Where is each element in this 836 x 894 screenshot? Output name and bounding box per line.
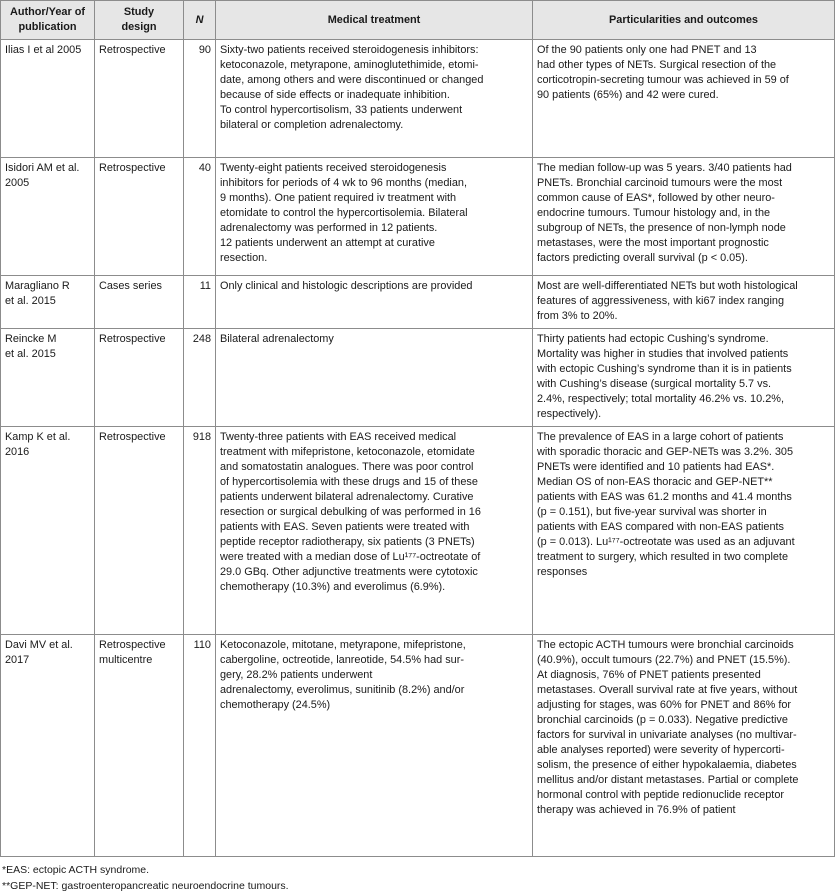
table-row [1, 40, 835, 158]
cell-line: gery, 28.2% patients underwent [220, 669, 373, 681]
cell-line: of hypercortisolemia with these drugs and 15 of these [220, 476, 478, 488]
cell-line: Twenty-three patients with EAS received medical [220, 431, 457, 443]
header-author: Author/Year of publication [1, 1, 95, 40]
cell-line: 29.0 GBq. Other adjunctive treatments were cytotoxic [220, 566, 478, 578]
cell-line: Retrospective [99, 639, 166, 651]
cell-line: respectively). [537, 408, 602, 420]
cell-line: from 3% to 20%. [537, 310, 618, 322]
cell-line: Cases series [99, 280, 162, 292]
cell-line: Retrospective [99, 162, 166, 174]
cell-n: 90 [184, 40, 216, 158]
cell-author [1, 635, 95, 857]
cell-line: adrenalectomy was performed in 12 patients. [220, 222, 438, 234]
cell-line: 12 patients underwent an attempt at curative [220, 237, 435, 249]
cell-line: The prevalence of EAS in a large cohort of patients [537, 431, 784, 443]
cell-line: patients with EAS compared with non-EAS patients [537, 521, 784, 533]
cell-line: inhibitors for periods of 4 wk to 96 months (median, [220, 177, 467, 189]
cell-line: peptide receptor radiotherapy, six patients (3 PNETs) [220, 536, 475, 548]
cell-line: At diagnosis, 76% of PNET patients presented [537, 669, 761, 681]
header-treatment: Medical treatment [216, 1, 533, 40]
cell-line: common cause of EAS*, followed by other neuro- [537, 192, 775, 204]
cell-line: Twenty-eight patients received steroidogenesis [220, 162, 447, 174]
cell-author [1, 329, 95, 427]
cell-line: adjusting for stages, was 60% for PNET and 86% for [537, 699, 792, 711]
table-body [1, 40, 835, 857]
header-design: Study design [95, 1, 184, 40]
cell-line: corticotropin-secreting tumour was achieved in 59 of [537, 74, 789, 86]
cell-line: 9 months). One patient required iv treatment with [220, 192, 457, 204]
cell-n: 40 [184, 158, 216, 276]
cell-treatment [216, 427, 533, 635]
cell-line: Maragliano R [5, 280, 70, 292]
cell-line: Kamp K et al. [5, 431, 71, 443]
cell-outcomes [533, 635, 835, 857]
cell-outcomes [533, 427, 835, 635]
cell-line: and somatostatin analogues. There was poor control [220, 461, 474, 473]
cell-line: with sporadic thoracic and GEP-NETs was 3.2%. 305 [537, 446, 794, 458]
cell-line: Retrospective [99, 431, 166, 443]
cell-line: (p = 0.151), but five-year survival was shorter in [537, 506, 767, 518]
cell-line: Isidori AM et al. [5, 162, 80, 174]
cell-line: features of aggressiveness, with ki67 index ranging [537, 295, 784, 307]
cell-line: had other types of NETs. Surgical resection of the [537, 59, 777, 71]
cell-line: Ilias I et al 2005 [5, 44, 82, 56]
cell-line: subgroup of NETs, the presence of non-lymph node [537, 222, 786, 234]
header-n: N [184, 1, 216, 40]
cell-line: treatment with mifepristone, ketoconazole, etomidate [220, 446, 475, 458]
cell-design [95, 635, 184, 857]
cell-line: Median OS of non-EAS thoracic and GEP-NET** [537, 476, 773, 488]
cell-line: bronchial carcinoids (p = 0.033). Negative predictive [537, 714, 788, 726]
cell-author [1, 40, 95, 158]
cell-treatment [216, 158, 533, 276]
cell-treatment [216, 329, 533, 427]
table-row [1, 635, 835, 857]
cell-n: 11 [184, 276, 216, 329]
cell-line: metastases, were the most important prognostic [537, 237, 769, 249]
cell-line: Only clinical and histologic descriptions are provided [220, 280, 473, 292]
cell-line: endocrine tumours. Tumour histology and, in the [537, 207, 771, 219]
cell-line: were treated with a median dose of Lu¹⁷⁷-octreotate of [220, 551, 481, 563]
cell-line: PNETs. Bronchial carcinoid tumours were the most [537, 177, 783, 189]
cell-line: Retrospective [99, 333, 166, 345]
table-row [1, 329, 835, 427]
cell-line: chemotherapy (24.5%) [220, 699, 331, 711]
cell-line: hormonal control with peptide redionuclide receptor [537, 789, 784, 801]
cell-design [95, 158, 184, 276]
cell-design [95, 329, 184, 427]
cell-line: et al. 2015 [5, 295, 56, 307]
cell-line: et al. 2015 [5, 348, 56, 360]
cell-line: metastases. Overall survival rate at five years, without [537, 684, 798, 696]
cell-outcomes [533, 329, 835, 427]
cell-line: date, among others and were discontinued or changed [220, 74, 484, 86]
footnote: **GEP-NET: gastroenteropancreatic neuroendocrine tumours. [2, 880, 289, 892]
cell-line: patients with EAS was 61.2 months and 41.4 months [537, 491, 792, 503]
cell-line: (40.9%), occult tumours (22.7%) and PNET (15.5%). [537, 654, 791, 666]
header-row [1, 1, 835, 40]
cell-line: factors for survival in univariate analyses (no multivar- [537, 729, 797, 741]
cell-line: with Cushing’s disease (surgical mortality 5.7 vs. [537, 378, 772, 390]
cell-line: multicentre [99, 654, 153, 666]
cell-line: The median follow-up was 5 years. 3/40 patients had [537, 162, 792, 174]
cell-line: Mortality was higher in studies that involved patients [537, 348, 789, 360]
cell-outcomes [533, 276, 835, 329]
cell-treatment [216, 276, 533, 329]
cell-line: PNETs were identified and 10 patients had EAS*. [537, 461, 775, 473]
cell-line: responses [537, 566, 588, 578]
cell-line: Of the 90 patients only one had PNET and 13 [537, 44, 757, 56]
cell-line: patients with EAS. Seven patients were treated with [220, 521, 470, 533]
cell-line: 2005 [5, 177, 30, 189]
cell-line: To control hypercortisolism, 33 patients underwent [220, 104, 463, 116]
cell-line: chemotherapy (10.3%) and everolimus (6.9%). [220, 581, 446, 593]
cell-line: able analyses reported) were severity of hypercorti- [537, 744, 785, 756]
cell-line: Sixty-two patients received steroidogenesis inhibitors: [220, 44, 479, 56]
cell-n: 248 [184, 329, 216, 427]
cell-treatment [216, 40, 533, 158]
header-outcomes: Particularities and outcomes [533, 1, 835, 40]
cell-line: Thirty patients had ectopic Cushing’s syndrome. [537, 333, 769, 345]
cell-n: 918 [184, 427, 216, 635]
table-row [1, 158, 835, 276]
cell-author [1, 427, 95, 635]
table-row [1, 276, 835, 329]
cell-line: therapy was achieved in 76.9% of patient [537, 804, 736, 816]
cell-line: resection. [220, 252, 268, 264]
cell-line: mellitus and/or distant metastases. Partial or complete [537, 774, 799, 786]
cell-line: resection or surgical debulking of was performed in 16 [220, 506, 481, 518]
cell-line: adrenalectomy, everolimus, sunitinib (8.2%) and/or [220, 684, 465, 696]
cell-line: etomidate to control the hypercortisolemia. Bilateral [220, 207, 468, 219]
cell-line: because of side effects or inadequate inhibition. [220, 89, 450, 101]
cell-n: 110 [184, 635, 216, 857]
cell-outcomes [533, 40, 835, 158]
cell-line: cabergoline, octreotide, lanreotide, 54.5% had sur- [220, 654, 464, 666]
cell-line: Reincke M [5, 333, 57, 345]
cell-outcomes [533, 158, 835, 276]
cell-line: Bilateral adrenalectomy [220, 333, 334, 345]
cell-line: ketoconazole, metyrapone, aminoglutethimide, etomi- [220, 59, 479, 71]
cell-line: 2.4%, respectively; total mortality 46.2% vs. 10.2%, [537, 393, 784, 405]
cell-line: factors predicting overall survival (p < 0.05). [537, 252, 748, 264]
footnote: *EAS: ectopic ACTH syndrome. [2, 864, 150, 876]
cell-line: Retrospective [99, 44, 166, 56]
cell-line: Most are well-differentiated NETs but woth histological [537, 280, 798, 292]
cell-design [95, 40, 184, 158]
cell-line: Ketoconazole, mitotane, metyrapone, mifepristone, [220, 639, 466, 651]
cell-line: The ectopic ACTH tumours were bronchial carcinoids [537, 639, 794, 651]
cell-line: patients underwent bilateral adrenalectomy. Curative [220, 491, 474, 503]
cell-author [1, 276, 95, 329]
cell-line: 2017 [5, 654, 30, 666]
table-row [1, 427, 835, 635]
cell-line: with ectopic Cushing’s syndrome than it is in patients [537, 363, 792, 375]
cell-line: bilateral or completion adrenalectomy. [220, 119, 404, 131]
cell-line: (p = 0.013). Lu¹⁷⁷-octreotate was used as an adjuvant [537, 536, 795, 548]
cell-design [95, 276, 184, 329]
cell-design [95, 427, 184, 635]
cell-line: solism, the presence of either hypokalaemia, diabetes [537, 759, 797, 771]
cell-line: treatment to surgery, which resulted in two complete [537, 551, 788, 563]
cell-line: Davi MV et al. [5, 639, 73, 651]
cell-line: 2016 [5, 446, 30, 458]
cell-treatment [216, 635, 533, 857]
cell-line: 90 patients (65%) and 42 were cured. [537, 89, 719, 101]
cell-author [1, 158, 95, 276]
